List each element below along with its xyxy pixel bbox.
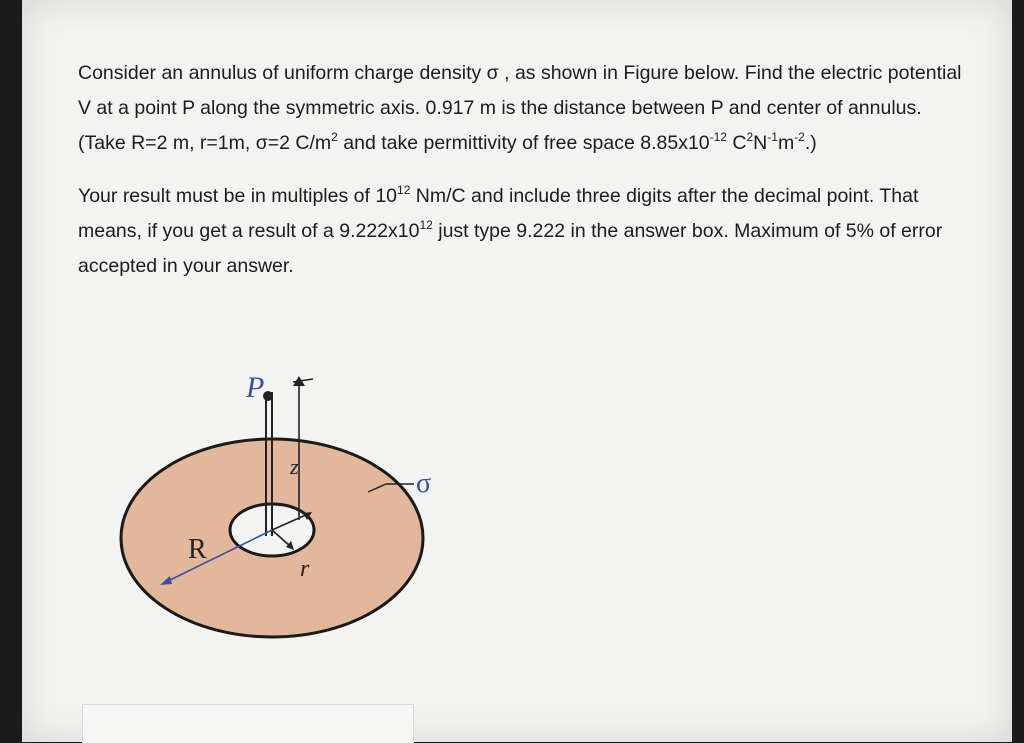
problem-paragraph-2 [78,179,968,284]
superscript: 12 [419,217,433,232]
question-text: C [726,132,747,154]
label-z: z [290,454,299,479]
z-arrow-tick [293,379,313,382]
instruction-text: Nm/C and include three digits after the decimal point. That means, if you get a result of a 9.222x10 [78,185,919,242]
question-text: .) [804,132,817,154]
superscript: -2 [794,129,805,144]
question-text: N [753,132,768,154]
problem-paragraph-1 [78,56,968,161]
answer-box-edge[interactable] [82,704,414,743]
superscript: -12 [709,129,727,144]
label-sigma: σ [416,468,432,499]
superscript: -1 [767,129,778,144]
instruction-text: just type 9.222 in the answer box. Maximum of 5% of error accepted in your answer. [78,220,943,277]
superscript: 2 [746,129,754,144]
instruction-text: Your result must be in multiples of 10 [78,185,398,207]
problem-statement [78,56,968,284]
problem-page [22,0,1012,742]
superscript: 2 [331,129,338,144]
annulus-figure [100,362,460,652]
point-P [263,391,273,401]
label-P: P [246,371,265,404]
label-r: r [300,556,310,582]
question-text: Consider an annulus of uniform charge density σ , as shown in Figure below. Find the electric potential V at a point P along the symmetric axis. 0.917 m is the distance between P and center of annulus. (Take R=2 m, r=1m, σ=2 C/m [78,62,962,154]
superscript: 12 [397,182,411,197]
question-text: and take permittivity of free space 8.85x10 [337,132,710,154]
label-R: R [188,534,207,565]
question-text: m [777,132,795,154]
